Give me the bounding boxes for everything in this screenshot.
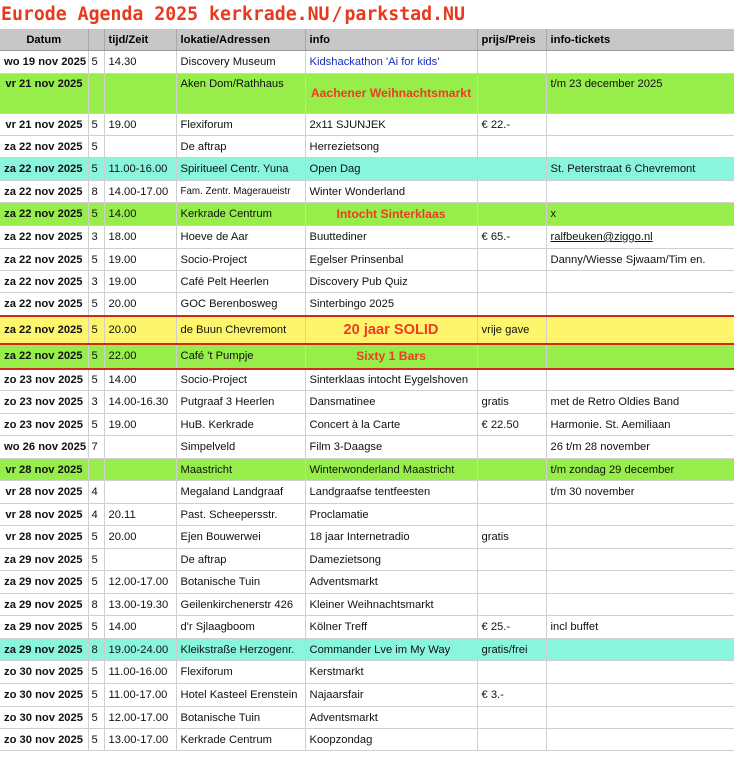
table-row[interactable] xyxy=(0,436,734,459)
cell-price: € 25.- xyxy=(477,616,546,639)
table-row[interactable] xyxy=(0,549,734,571)
table-row[interactable] xyxy=(0,51,734,74)
cell-price xyxy=(477,481,546,504)
table-row[interactable] xyxy=(0,459,734,481)
cell-info: Aachener Weihnachtsmarkt xyxy=(305,74,477,114)
title-parkstad[interactable]: parkstad.NU xyxy=(344,4,465,25)
cell-tickets: x xyxy=(546,203,734,226)
cell-time: 14.00-16.30 xyxy=(104,391,176,414)
cell-price: gratis xyxy=(477,526,546,549)
cell-tickets xyxy=(546,504,734,526)
cell-location: Kerkrade Centrum xyxy=(176,203,305,226)
cell-number: 5 xyxy=(88,316,104,344)
cell-location: Kleikstraße Herzogenr. xyxy=(176,639,305,661)
cell-date: vr 28 nov 2025 xyxy=(0,481,88,504)
cell-tickets xyxy=(546,136,734,158)
cell-time: 14.30 xyxy=(104,51,176,74)
cell-tickets xyxy=(546,114,734,136)
cell-date: zo 23 nov 2025 xyxy=(0,414,88,436)
cell-tickets xyxy=(546,344,734,369)
header-prijs[interactable]: prijs/Preis xyxy=(477,29,546,51)
table-row[interactable] xyxy=(0,249,734,271)
cell-info: Najaarsfair xyxy=(305,684,477,707)
cell-location: de Buun Chevremont xyxy=(176,316,305,344)
cell-time: 14.00 xyxy=(104,616,176,639)
cell-number: 5 xyxy=(88,51,104,74)
cell-info: Kleiner Weihnachtsmarkt xyxy=(305,594,477,616)
cell-price xyxy=(477,271,546,293)
cell-number: 5 xyxy=(88,526,104,549)
cell-tickets: incl buffet xyxy=(546,616,734,639)
cell-price: € 3.- xyxy=(477,684,546,707)
cell-location: Socio-Project xyxy=(176,369,305,391)
cell-price xyxy=(477,369,546,391)
header-lokatie[interactable]: lokatie/Adressen xyxy=(176,29,305,51)
cell-date: za 22 nov 2025 xyxy=(0,316,88,344)
cell-info: Winter Wonderland xyxy=(305,181,477,203)
cell-location: Kerkrade Centrum xyxy=(176,729,305,751)
cell-price xyxy=(477,74,546,114)
cell-number xyxy=(88,459,104,481)
cell-date: zo 23 nov 2025 xyxy=(0,391,88,414)
cell-location: Flexiforum xyxy=(176,114,305,136)
table-row[interactable] xyxy=(0,158,734,181)
agenda-table xyxy=(0,29,734,751)
cell-info: Adventsmarkt xyxy=(305,571,477,594)
cell-tickets xyxy=(546,571,734,594)
cell-tickets: met de Retro Oldies Band xyxy=(546,391,734,414)
cell-tickets xyxy=(546,51,734,74)
table-row[interactable] xyxy=(0,616,734,639)
cell-number: 3 xyxy=(88,391,104,414)
cell-location: Past. Scheepersstr. xyxy=(176,504,305,526)
cell-number: 5 xyxy=(88,684,104,707)
cell-price xyxy=(477,51,546,74)
cell-price xyxy=(477,136,546,158)
table-row[interactable] xyxy=(0,639,734,661)
cell-location: Socio-Project xyxy=(176,249,305,271)
cell-number: 5 xyxy=(88,549,104,571)
cell-tickets: Danny/Wiesse Sjwaam/Tim en. xyxy=(546,249,734,271)
cell-date: wo 26 nov 2025 xyxy=(0,436,88,459)
cell-time: 12.00-17.00 xyxy=(104,707,176,729)
cell-tickets xyxy=(546,661,734,684)
cell-location: HuB. Kerkrade xyxy=(176,414,305,436)
cell-date: vr 28 nov 2025 xyxy=(0,459,88,481)
cell-location: d'r Sjlaagboom xyxy=(176,616,305,639)
cell-tickets xyxy=(546,526,734,549)
cell-number: 8 xyxy=(88,181,104,203)
cell-number: 8 xyxy=(88,594,104,616)
cell-location: Ejen Bouwerwei xyxy=(176,526,305,549)
cell-info: Kölner Treff xyxy=(305,616,477,639)
cell-tickets xyxy=(546,549,734,571)
cell-tickets: t/m zondag 29 december xyxy=(546,459,734,481)
cell-time: 18.00 xyxy=(104,226,176,249)
cell-price xyxy=(477,571,546,594)
cell-tickets xyxy=(546,316,734,344)
cell-location: Fam. Zentr. Mageraueistr xyxy=(176,181,305,203)
cell-time: 20.11 xyxy=(104,504,176,526)
cell-info: Damezietsong xyxy=(305,549,477,571)
cell-date: za 22 nov 2025 xyxy=(0,226,88,249)
cell-time xyxy=(104,436,176,459)
cell-price xyxy=(477,594,546,616)
cell-info: Egelser Prinsenbal xyxy=(305,249,477,271)
cell-date: za 22 nov 2025 xyxy=(0,293,88,316)
cell-date: zo 30 nov 2025 xyxy=(0,729,88,751)
cell-info: Proclamatie xyxy=(305,504,477,526)
cell-number: 5 xyxy=(88,293,104,316)
cell-time: 22.00 xyxy=(104,344,176,369)
table-row[interactable] xyxy=(0,316,734,344)
cell-number: 5 xyxy=(88,203,104,226)
cell-number: 5 xyxy=(88,616,104,639)
cell-info: Commander Lve im My Way xyxy=(305,639,477,661)
cell-location: Spiritueel Centr. Yuna xyxy=(176,158,305,181)
cell-info: Herrezietsong xyxy=(305,136,477,158)
cell-location: Simpelveld xyxy=(176,436,305,459)
table-row[interactable] xyxy=(0,74,734,114)
cell-info: 18 jaar Internetradio xyxy=(305,526,477,549)
cell-tickets xyxy=(546,684,734,707)
cell-price xyxy=(477,436,546,459)
email-link[interactable]: ralfbeuken@ziggo.nl xyxy=(546,226,734,249)
cell-number: 5 xyxy=(88,344,104,369)
title-kerkrade[interactable]: Eurode Agenda 2025 kerkrade.NU xyxy=(1,4,330,25)
cell-date: zo 23 nov 2025 xyxy=(0,369,88,391)
header-row xyxy=(0,29,734,51)
cell-price xyxy=(477,293,546,316)
table-row[interactable] xyxy=(0,707,734,729)
cell-price xyxy=(477,707,546,729)
cell-price: gratis xyxy=(477,391,546,414)
cell-price xyxy=(477,249,546,271)
cell-price xyxy=(477,459,546,481)
cell-date: za 29 nov 2025 xyxy=(0,594,88,616)
cell-number: 5 xyxy=(88,414,104,436)
cell-location: Megaland Landgraaf xyxy=(176,481,305,504)
cell-info: Sixty 1 Bars xyxy=(305,344,477,369)
cell-price xyxy=(477,504,546,526)
cell-time xyxy=(104,481,176,504)
cell-date: za 22 nov 2025 xyxy=(0,271,88,293)
cell-price xyxy=(477,158,546,181)
cell-price xyxy=(477,549,546,571)
cell-time: 19.00 xyxy=(104,114,176,136)
cell-time: 11.00-17.00 xyxy=(104,684,176,707)
cell-location: Hoeve de Aar xyxy=(176,226,305,249)
cell-price: € 65.- xyxy=(477,226,546,249)
cell-number: 8 xyxy=(88,639,104,661)
cell-tickets: Harmonie. St. Aemiliaan xyxy=(546,414,734,436)
cell-number: 7 xyxy=(88,436,104,459)
cell-location: Hotel Kasteel Erenstein xyxy=(176,684,305,707)
cell-info: Dansmatinee xyxy=(305,391,477,414)
table-row[interactable] xyxy=(0,344,734,369)
cell-time xyxy=(104,136,176,158)
cell-date: vr 21 nov 2025 xyxy=(0,114,88,136)
cell-time: 14.00 xyxy=(104,203,176,226)
cell-number: 5 xyxy=(88,136,104,158)
cell-date: za 29 nov 2025 xyxy=(0,639,88,661)
cell-price xyxy=(477,661,546,684)
cell-info: 2x11 SJUNJEK xyxy=(305,114,477,136)
cell-info: Koopzondag xyxy=(305,729,477,751)
cell-price: gratis/frei xyxy=(477,639,546,661)
cell-info: Sinterklaas intocht Eygelshoven xyxy=(305,369,477,391)
cell-date: za 29 nov 2025 xyxy=(0,616,88,639)
cell-time: 13.00-17.00 xyxy=(104,729,176,751)
cell-date: za 22 nov 2025 xyxy=(0,158,88,181)
cell-location: Maastricht xyxy=(176,459,305,481)
cell-date: zo 30 nov 2025 xyxy=(0,684,88,707)
cell-location: Flexiforum xyxy=(176,661,305,684)
table-row[interactable] xyxy=(0,504,734,526)
cell-number: 3 xyxy=(88,226,104,249)
header-info-tickets[interactable]: info-tickets xyxy=(546,29,734,51)
cell-number: 5 xyxy=(88,369,104,391)
table-row[interactable] xyxy=(0,271,734,293)
cell-date: za 29 nov 2025 xyxy=(0,549,88,571)
table-row[interactable] xyxy=(0,293,734,316)
cell-tickets xyxy=(546,293,734,316)
cell-time: 12.00-17.00 xyxy=(104,571,176,594)
cell-location: Discovery Museum xyxy=(176,51,305,74)
cell-info[interactable]: Kidshackathon 'Ai for kids' xyxy=(305,51,477,74)
cell-info: Discovery Pub Quiz xyxy=(305,271,477,293)
table-row[interactable] xyxy=(0,571,734,594)
table-row[interactable] xyxy=(0,661,734,684)
cell-price xyxy=(477,344,546,369)
table-row[interactable] xyxy=(0,684,734,707)
cell-number: 4 xyxy=(88,504,104,526)
cell-number: 5 xyxy=(88,571,104,594)
cell-date: za 29 nov 2025 xyxy=(0,571,88,594)
cell-location: De aftrap xyxy=(176,136,305,158)
page-title xyxy=(0,0,465,30)
cell-time: 19.00 xyxy=(104,271,176,293)
cell-tickets: t/m 23 december 2025 xyxy=(546,74,734,114)
cell-info: Kerstmarkt xyxy=(305,661,477,684)
cell-time: 11.00-16.00 xyxy=(104,661,176,684)
header-datum[interactable]: Datum xyxy=(0,29,88,51)
cell-number: 5 xyxy=(88,661,104,684)
cell-info: Landgraafse tentfeesten xyxy=(305,481,477,504)
cell-time: 14.00 xyxy=(104,369,176,391)
cell-time: 20.00 xyxy=(104,293,176,316)
table-row[interactable] xyxy=(0,391,734,414)
table-row[interactable] xyxy=(0,594,734,616)
cell-date: za 22 nov 2025 xyxy=(0,203,88,226)
cell-tickets xyxy=(546,271,734,293)
cell-time: 13.00-19.30 xyxy=(104,594,176,616)
cell-date: vr 28 nov 2025 xyxy=(0,504,88,526)
cell-info: Sinterbingo 2025 xyxy=(305,293,477,316)
table-row[interactable] xyxy=(0,203,734,226)
cell-tickets: St. Peterstraat 6 Chevremont xyxy=(546,158,734,181)
cell-date: wo 19 nov 2025 xyxy=(0,51,88,74)
cell-location: Botanische Tuin xyxy=(176,707,305,729)
cell-price xyxy=(477,203,546,226)
cell-date: za 22 nov 2025 xyxy=(0,344,88,369)
cell-tickets xyxy=(546,707,734,729)
header-info[interactable]: info xyxy=(305,29,477,51)
cell-date: vr 21 nov 2025 xyxy=(0,74,88,114)
cell-number: 5 xyxy=(88,158,104,181)
header-tijd[interactable]: tijd/Zeit xyxy=(104,29,176,51)
table-row[interactable] xyxy=(0,226,734,249)
cell-price: € 22.- xyxy=(477,114,546,136)
cell-tickets xyxy=(546,729,734,751)
cell-tickets: 26 t/m 28 november xyxy=(546,436,734,459)
cell-price: € 22.50 xyxy=(477,414,546,436)
cell-info: Buuttediner xyxy=(305,226,477,249)
cell-date: za 22 nov 2025 xyxy=(0,249,88,271)
cell-price: vrije gave xyxy=(477,316,546,344)
cell-time: 14.00-17.00 xyxy=(104,181,176,203)
cell-tickets xyxy=(546,594,734,616)
cell-location: Putgraaf 3 Heerlen xyxy=(176,391,305,414)
cell-number: 5 xyxy=(88,249,104,271)
cell-time xyxy=(104,459,176,481)
cell-tickets xyxy=(546,181,734,203)
cell-date: za 22 nov 2025 xyxy=(0,181,88,203)
cell-price xyxy=(477,181,546,203)
table-row[interactable] xyxy=(0,729,734,751)
cell-location: Café Pelt Heerlen xyxy=(176,271,305,293)
cell-tickets xyxy=(546,369,734,391)
cell-time xyxy=(104,74,176,114)
cell-info: Winterwonderland Maastricht xyxy=(305,459,477,481)
cell-tickets: t/m 30 november xyxy=(546,481,734,504)
cell-number: 5 xyxy=(88,729,104,751)
cell-time: 11.00-16.00 xyxy=(104,158,176,181)
table-row[interactable] xyxy=(0,136,734,158)
cell-tickets xyxy=(546,639,734,661)
cell-time: 19.00 xyxy=(104,249,176,271)
cell-date: vr 28 nov 2025 xyxy=(0,526,88,549)
cell-date: za 22 nov 2025 xyxy=(0,136,88,158)
table-row[interactable] xyxy=(0,369,734,391)
cell-number: 5 xyxy=(88,114,104,136)
table-row[interactable] xyxy=(0,181,734,203)
cell-number xyxy=(88,74,104,114)
title-separator: / xyxy=(331,4,343,25)
cell-number: 3 xyxy=(88,271,104,293)
cell-time: 19.00 xyxy=(104,414,176,436)
cell-time: 19.00-24.00 xyxy=(104,639,176,661)
cell-info: Concert à la Carte xyxy=(305,414,477,436)
cell-location: Aken Dom/Rathhaus xyxy=(176,74,305,114)
cell-time: 20.00 xyxy=(104,526,176,549)
table-row[interactable] xyxy=(0,414,734,436)
cell-info: Film 3-Daagse xyxy=(305,436,477,459)
cell-location: Geilenkirchenerstr 426 xyxy=(176,594,305,616)
table-row[interactable] xyxy=(0,526,734,549)
cell-location: Café 't Pumpje xyxy=(176,344,305,369)
cell-location: De aftrap xyxy=(176,549,305,571)
table-row[interactable] xyxy=(0,114,734,136)
cell-number: 4 xyxy=(88,481,104,504)
cell-info: 20 jaar SOLID xyxy=(305,316,477,344)
header-day-number[interactable] xyxy=(88,29,104,51)
cell-number: 5 xyxy=(88,707,104,729)
cell-time xyxy=(104,549,176,571)
cell-location: GOC Berenbosweg xyxy=(176,293,305,316)
cell-info: Open Dag xyxy=(305,158,477,181)
cell-info: Adventsmarkt xyxy=(305,707,477,729)
cell-time: 20.00 xyxy=(104,316,176,344)
cell-price xyxy=(477,729,546,751)
cell-date: zo 30 nov 2025 xyxy=(0,707,88,729)
cell-date: zo 30 nov 2025 xyxy=(0,661,88,684)
cell-info: Intocht Sinterklaas xyxy=(305,203,477,226)
table-row[interactable] xyxy=(0,481,734,504)
cell-location: Botanische Tuin xyxy=(176,571,305,594)
